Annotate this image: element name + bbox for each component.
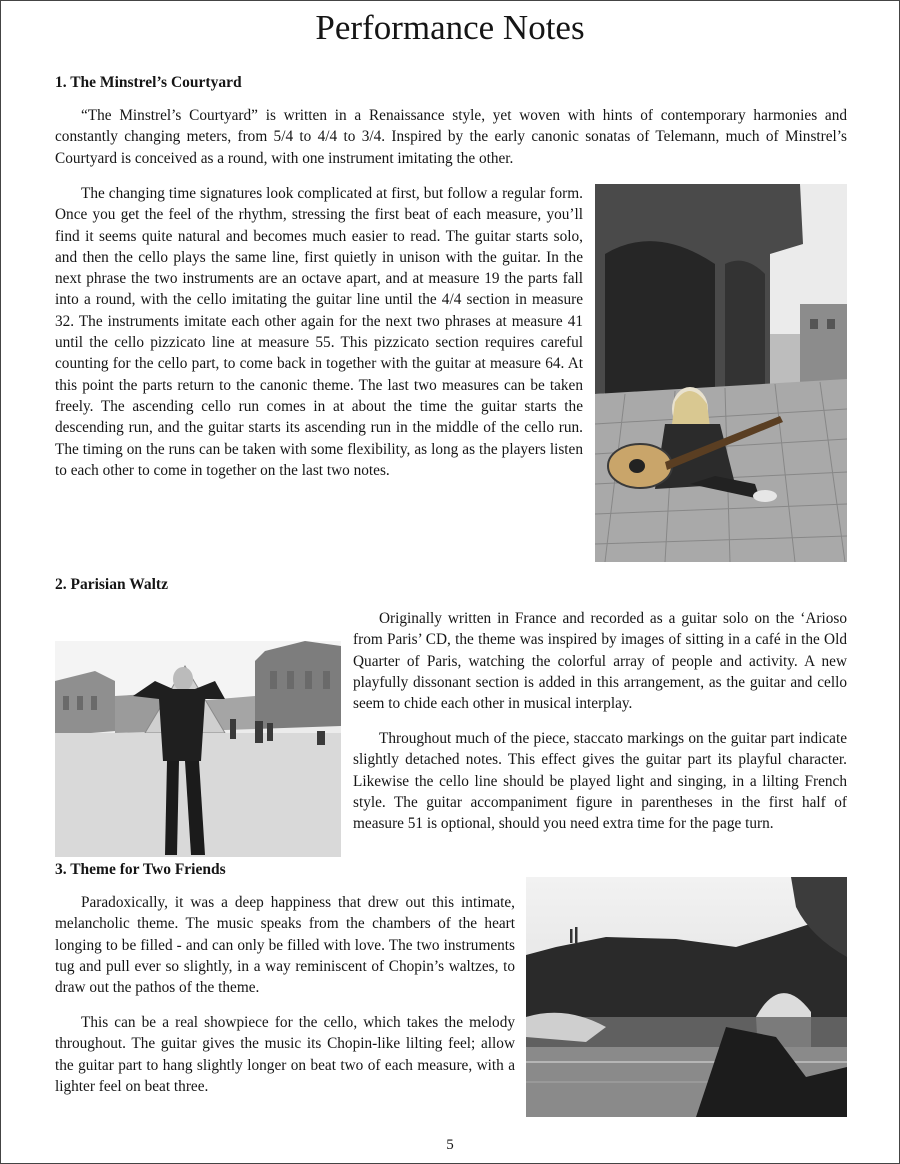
section2-paragraph-2: Throughout much of the piece, staccato markings on the guitar part indicate slightly detached notes. This effect gives the guitar part its playful character. Likewise the cello line should be played light and singing, in a lilting French style. The guitar accompaniment figure in parentheses in the first half of measure 51 is optional, should you need extra time for the page turn. <box>353 730 847 833</box>
section-heading-theme-for-two-friends: 3. Theme for Two Friends <box>55 861 226 878</box>
page-number: 5 <box>446 1137 454 1153</box>
page-title: Performance Notes <box>315 8 585 47</box>
section-heading-parisian-waltz: 2. Parisian Waltz <box>55 576 168 593</box>
photo-sea-arch <box>526 877 847 1117</box>
section1-paragraph-2: The changing time signatures look complicated at first, but follow a regular form. Once you get the feel of the rhythm, stressing the first beat of each measure, you’ll find it seems quite natural and becomes much easier to read. The guitar starts solo, and then the cello plays the same line, first quietly in unison with the guitar. In the next phrase the two instruments are an octave apart, and at measure 19 the parts fall into a round, with the cello imitating the guitar line until the 4/4 section in measure 32. The instruments imitate each other again for the next two phrases at measure 41 until the cello pizzicato line at measure 55. This pizzicato section requires careful counting for the cello part, to come back in together with the guitar at measure 64. At this point the parts return to the canonic theme. The last two measures can be taken freely. The ascending cello run comes in at about the time the guitar starts the descending run, and the guitar starts its ascending run in the middle of the cello run. The timing on the runs can be taken with some flexibility, as long as the players listen to each other to come in together on the last two notes. <box>55 185 583 479</box>
photo-sea-arch-image <box>526 877 847 1117</box>
photo-guitarist-courtyard <box>595 184 847 562</box>
section-heading-minstrels-courtyard: 1. The Minstrel’s Courtyard <box>55 74 242 91</box>
section3-paragraph-2: This can be a real showpiece for the cello, which takes the melody throughout. The guitar gives the music its Chopin-like lilting feel; allow the guitar part to hang slightly longer on beat two of each measure, with a lighter feel on beat three. <box>55 1014 515 1095</box>
section3-paragraph-1: Paradoxically, it was a deep happiness that drew out this intimate, melancholic theme. The music speaks from the chambers of the heart longing to be filled - and can only be filled with love. The two instruments tug and pull ever so slightly, in a way reminiscent of Chopin’s waltzes, to draw out the pathos of the theme. <box>55 894 515 997</box>
photo-guitarist-courtyard-image <box>595 184 847 562</box>
photo-musician-louvre-image <box>55 641 341 857</box>
photo-musician-louvre <box>55 641 341 857</box>
section1-paragraph-1: “The Minstrel’s Courtyard” is written in a Renaissance style, yet woven with hints of contemporary harmonies and constantly changing meters, from 5/4 to 4/4 to 3/4. Inspired by the early canonic sonatas of Telemann, much of Minstrel’s Courtyard is conceived as a round, with one instrument imitating the other. <box>55 107 847 167</box>
section2-paragraph-1: Originally written in France and recorded as a guitar solo on the ‘Arioso from Paris’ CD, the theme was inspired by images of sitting in a café in the Old Quarter of Paris, watching the colorful array of people and activity. A new playfully dissonant section is added in this arrangement, as the guitar and cello seem to chide each other in musical interplay. <box>353 610 847 713</box>
